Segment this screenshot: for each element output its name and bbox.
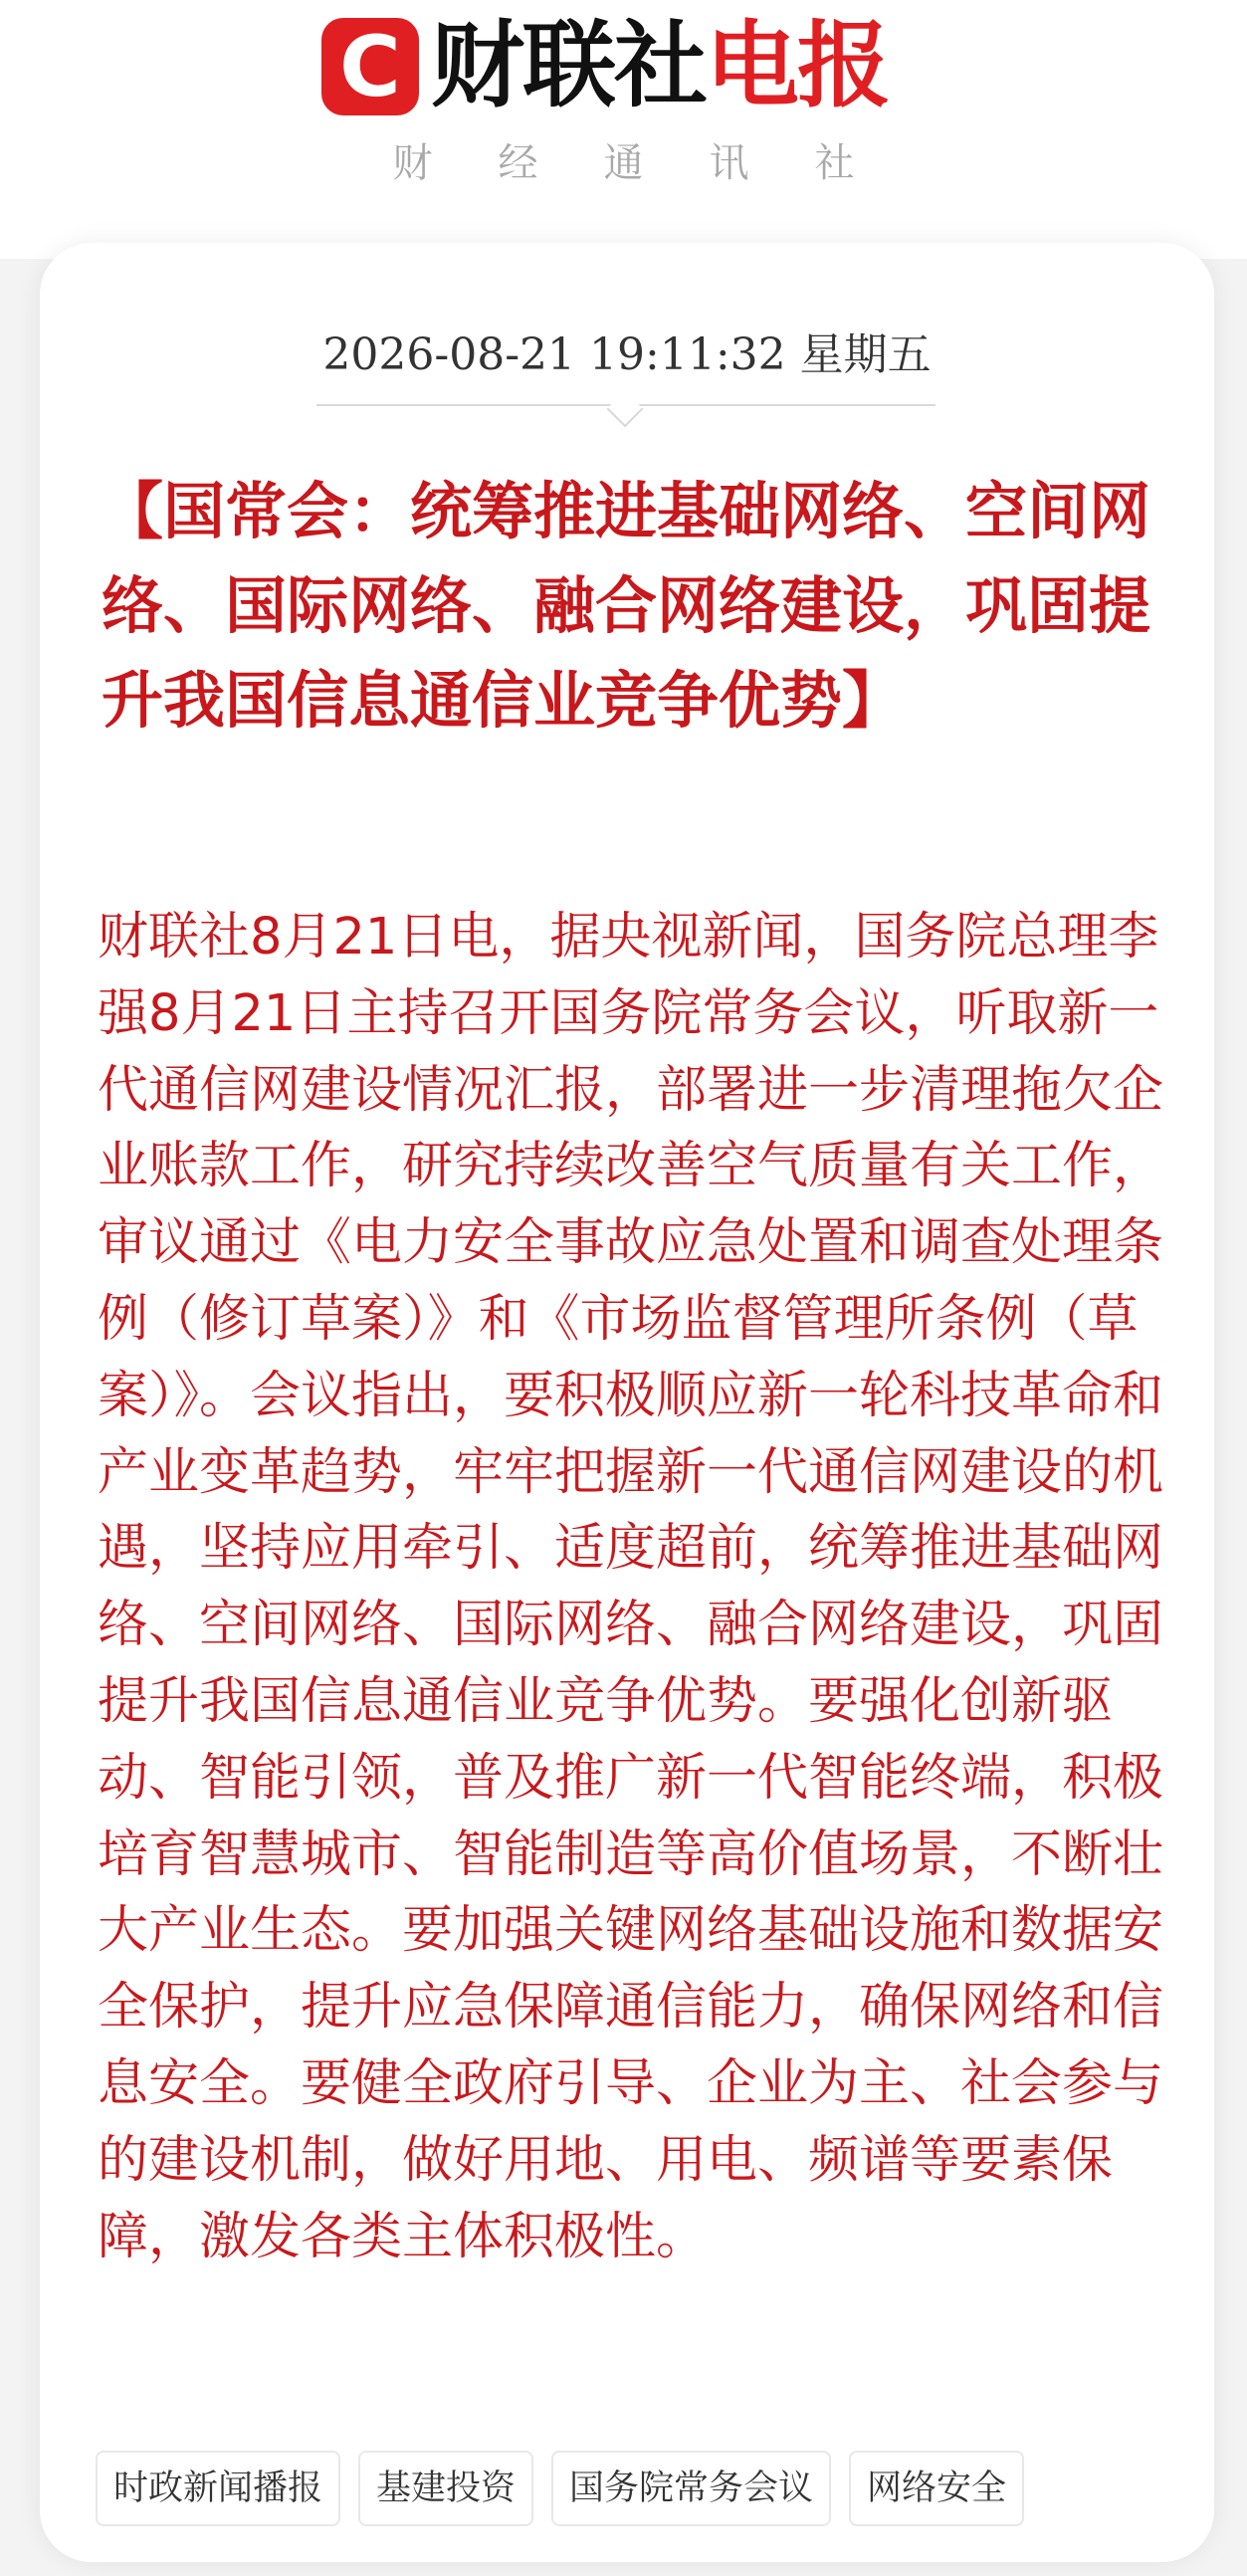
brand-logo [321, 12, 889, 121]
brand-tagline: 财经通讯社 [392, 140, 921, 186]
telegraph-card [40, 243, 1214, 2562]
tag-chip[interactable]: 时政新闻播报 [96, 2451, 340, 2526]
cls-logo-icon: C [321, 18, 419, 115]
article-body: 财联社8月21日电，据央视新闻，国务院总理李强8月21日主持召开国务院常务会议，听取新一代通信网建设情况汇报，部署进一步清理拖欠企业账款工作，研究持续改善空气质量有关工作，审议通过《电力安全事故应急处置和调查处理条例（修订草案）》和《市场监督管理所条例（草案）》。会议指出，要积极顺应新一轮科技革命和产业变革趋势，牢牢把握新一代通信网建设的机遇，坚持应用牵引、适度超前，统筹推进基础网络、空间网络、国际网络、融合网络建设，巩固提升我国信息通信业竞争优势。要强化创新驱动、智能引领，普及推广新一代智能终端，积极培育智慧城市、智能制造等高价值场景，不断壮大产业生态。要加强关键网络基础设施和数据安全保护，提升应急保障通信能力，确保网络和信息安全。要健全政府引导、企业为主、社会参与的建设机制，做好用地、用电、频谱等要素保障，激发各类主体积极性。 [98, 908, 1164, 2266]
publish-datetime: 2026-08-21 19:11:32 星期五 [322, 329, 932, 380]
divider-caret-icon [607, 391, 644, 428]
brand-name-black: 财联社 [431, 12, 707, 120]
article-headline: 【国常会：统筹推进基础网络、空间网络、国际网络、融合网络建设，巩固提升我国信息通信业竞争优势】 [102, 475, 1151, 737]
tag-chip[interactable]: 网络安全 [849, 2451, 1024, 2526]
masthead [0, 0, 1247, 259]
brand-name-red: 电报 [706, 12, 890, 120]
tag-chip[interactable]: 国务院常务会议 [551, 2451, 831, 2526]
tag-chip[interactable]: 基建投资 [358, 2451, 533, 2526]
topic-tags [96, 2451, 1024, 2526]
